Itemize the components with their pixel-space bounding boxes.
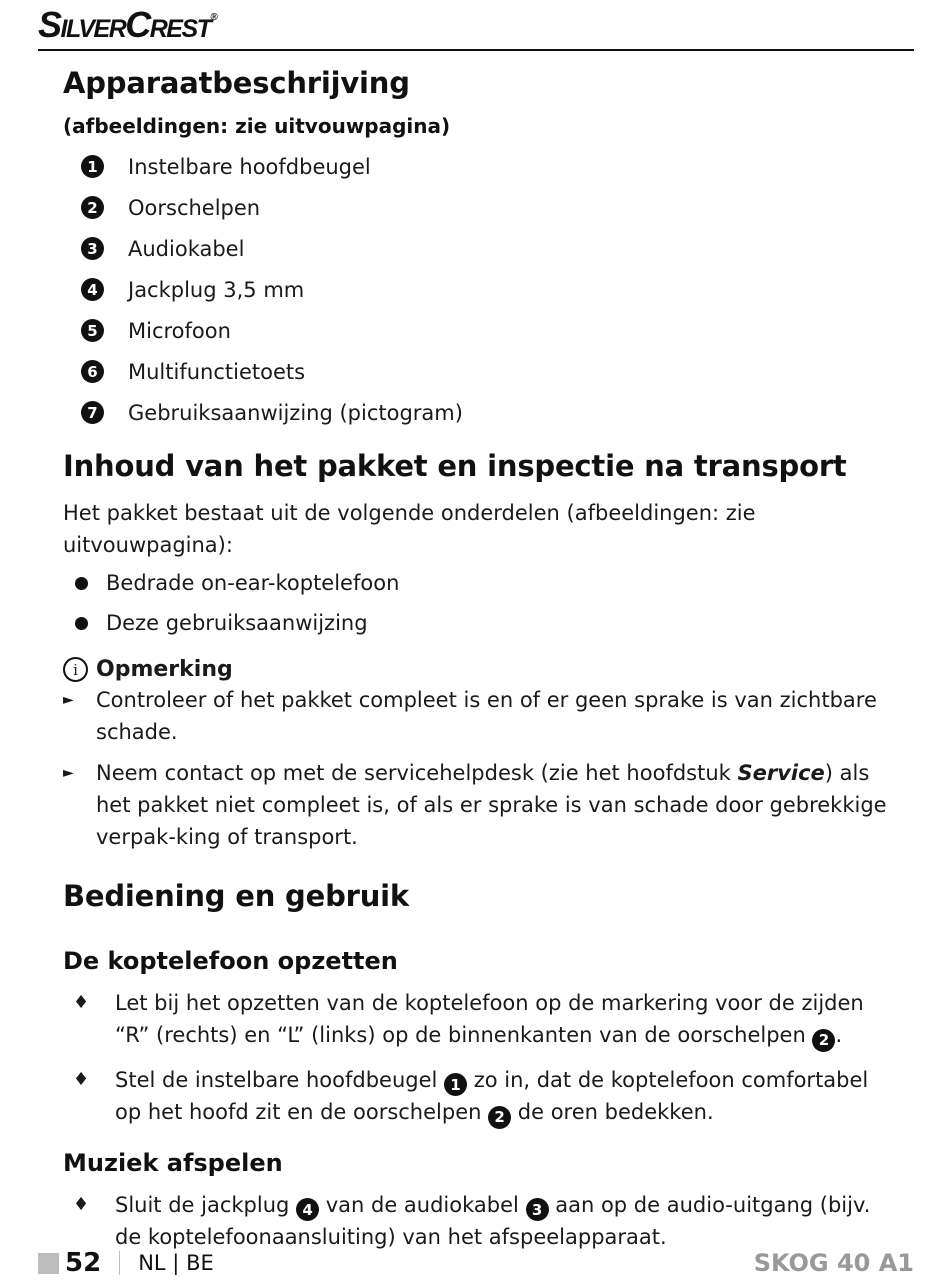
page-footer [38,1246,914,1280]
number-badge: 3 [81,237,104,260]
list-item: Bedrade on-ear-koptelefoon [63,563,893,603]
footer-language: NL | BE [138,1251,214,1275]
list-item: 5 Microfoon [63,310,893,351]
footer-divider [119,1251,120,1275]
number-badge: 4 [81,278,104,301]
list-item: 3 Audiokabel [63,228,893,269]
model-name: SKOG 40 A1 [753,1249,914,1277]
list-item: Deze gebruiksaanwijzing [63,603,893,643]
content [63,62,893,1253]
diamond-bullet-icon: ♦ [73,1068,90,1090]
number-badge: 2 [81,196,104,219]
subsection-title-wearing: De koptelefoon opzetten [63,947,398,975]
number-badge: 2 [488,1106,511,1129]
package-list [63,563,893,643]
list-item: 4 Jackplug 3,5 mm [63,269,893,310]
bullet-dot-icon [75,577,88,590]
diamond-bullet-icon: ♦ [73,992,90,1013]
bullet-dot-icon [75,617,88,630]
list-item: 7 Gebruiksaanwijzing (pictogram) [63,392,893,433]
list-item: 1 Instelbare hoofdbeugel [63,146,893,187]
list-item: 6 Multifunctietoets [63,351,893,392]
info-icon: i [63,657,88,682]
section-title-operation: Bediening en gebruik [63,879,409,913]
number-badge: 6 [81,360,104,383]
arrow-right-icon: ► [63,765,74,781]
list-item: ♦ Stel de instelbare hoofdbeugel 1 zo in, dat de koptelefoon comfortabel op het hoofd zit en de oorschelpen 2 de oren bedekken. [63,1064,893,1129]
subsection-title-music: Muziek afspelen [63,1148,283,1177]
number-badge: 7 [81,401,104,424]
header-rule [38,49,914,51]
wearing-list [63,987,893,1129]
package-intro: Het pakket bestaat uit de volgende onderdelen (afbeeldingen: zie uitvouwpagina): [63,501,756,557]
section-subtitle: (afbeeldingen: zie uitvouwpagina) [63,114,451,138]
list-item: ► Controleer of het pakket compleet is en of er geen sprake is van zichtbare schade. [63,684,893,748]
section-title-device: Apparaatbeschrijving [63,66,410,100]
arrow-right-icon: ► [63,692,74,708]
list-item: 2 Oorschelpen [63,187,893,228]
number-badge: 2 [812,1029,835,1052]
number-badge: 1 [444,1073,467,1096]
brand-logo: SilverCrest® [38,4,217,45]
parts-list [63,146,893,433]
number-badge: 5 [81,319,104,342]
note-list [63,684,893,853]
list-item: ♦ Sluit de jackplug 4 van de audiokabel 3 aan op de audio-uitgang (bijv. de koptelefoonaansluiting) van het afspeelapparaat. [63,1189,893,1254]
page-number: 52 [65,1248,102,1278]
music-list [63,1189,893,1254]
note-heading: i Opmerking [63,657,893,682]
number-badge: 4 [296,1198,319,1221]
number-badge: 3 [526,1198,549,1221]
section-title-package: Inhoud van het pakket en inspectie na transport [63,449,847,483]
list-item: ♦ Let bij het opzetten van de koptelefoon op de markering voor de zijden “R” (rechts) en “L” (links) op de binnenkanten van de oorschelpen 2 . [63,987,893,1052]
list-item: ► Neem contact op met de servicehelpdesk (zie het hoofdstuk Service) als het pakket niet compleet is, of als er sprake is van schade door gebrekkige verpak-king of transport. [63,757,893,853]
number-badge: 1 [81,155,104,178]
footer-square-icon [38,1253,59,1274]
diamond-bullet-icon: ♦ [73,1193,90,1215]
